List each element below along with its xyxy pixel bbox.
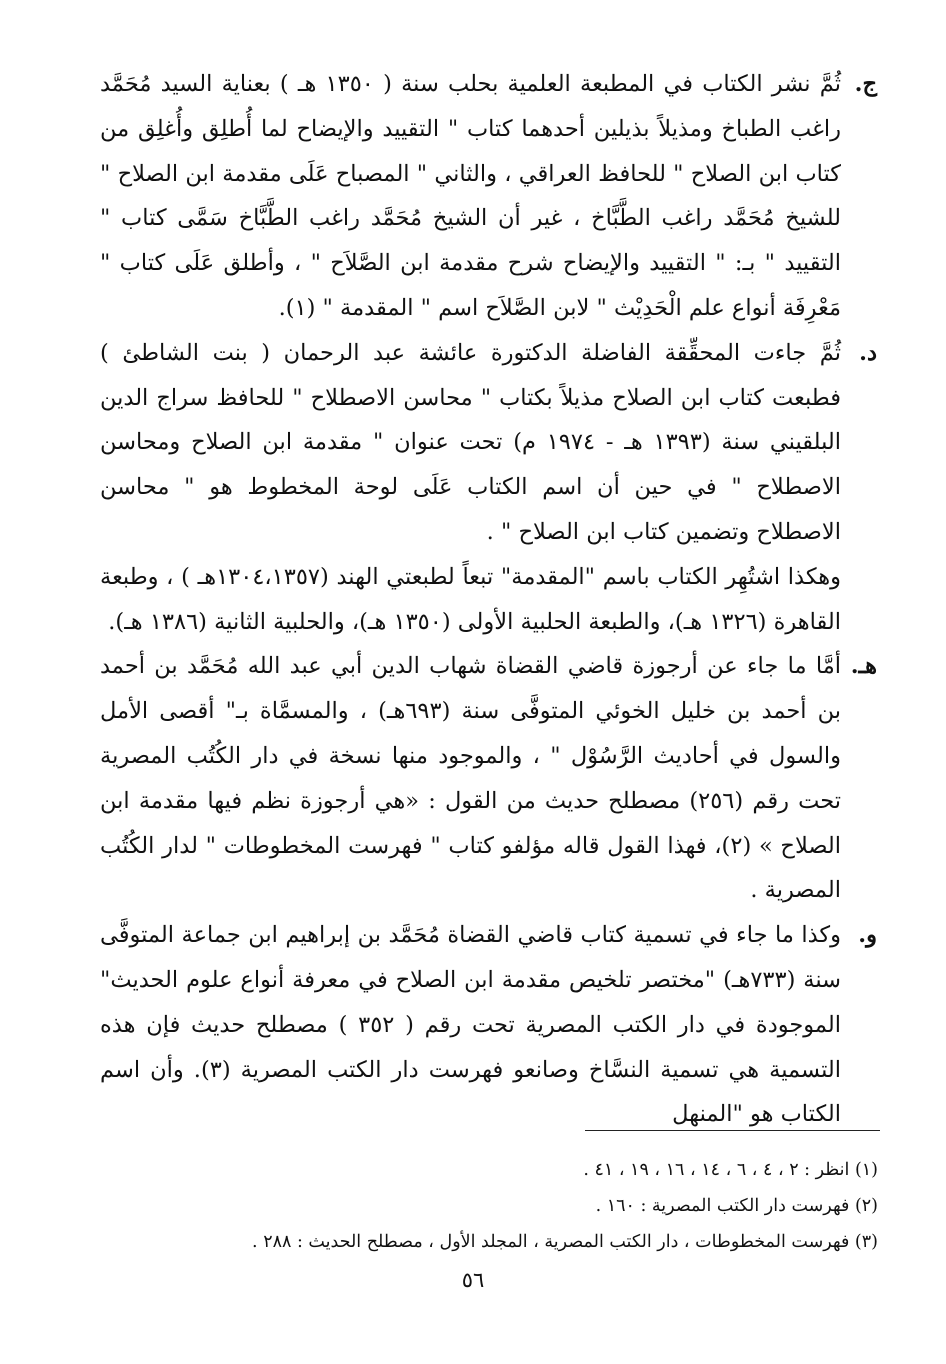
page-body [100, 62, 875, 1137]
paragraph-text: ثُمَّ نشر الكتاب في المطبعة العلمية بحلب سنة ( ١٣٥٠ هـ ) بعناية السيد مُحَمَّد راغب الطباخ ومذيلاً بذيلين أحدهما كتاب " التقييد والإيضاح لما أُطلِق وأُغلِق من كتاب ابن الصلاح " للحافظ العراقي ، والثاني " المصباح عَلَى مقدمة ابن الصلاح " للشيخ مُحَمَّد راغب الطَّبَّاخ ، غير أن الشيخ مُحَمَّد راغب الطَّبَّاخ سَمَّى كتاب " التقييد " بـ: " التقييد والإيضاح شرح مقدمة ابن الصَّلاَح " ، وأطلق عَلَى كتاب " مَعْرِفَة أنواع علم الْحَدِيْث " لابن الصَّلاَح اسم " المقدمة " (١). [100, 71, 841, 321]
footnote-3: (٣) فهرست المخطوطات ، دار الكتب المصرية ، المجلد الأول ، مصطلح الحديث : ٢٨٨ . [252, 1232, 878, 1252]
paragraph-text: وكذا ما جاء في تسمية كتاب قاضي القضاة مُحَمَّد بن إبراهيم ابن جماعة المتوفَّى سنة (٧٣٣هـ) "مختصر تلخيص مقدمة ابن الصلاح في معرفة أنواع علوم الحديث" الموجودة في دار الكتب المصرية تحت رقم ( ٣٥٢ ) مصطلح حديث فإن هذه التسمية هي تسمية النسَّاخ وصانعو فهرست دار الكتب المصرية (٣). وأن اسم الكتاب هو "المنهل [100, 922, 842, 1128]
paragraph-continuation [100, 555, 875, 645]
footnote-separator [585, 1130, 880, 1131]
paragraph-dal [100, 331, 875, 555]
paragraph-marker: ج. [854, 71, 877, 97]
paragraph-marker: هـ. [850, 653, 877, 680]
paragraph-waw [100, 913, 875, 1137]
paragraph-marker: و. [858, 922, 877, 949]
page-number: ٥٦ [461, 1268, 485, 1292]
footnotes [100, 1152, 878, 1260]
paragraph-text: أمَّا ما جاء عن أرجوزة قاضي القضاة شهاب الدين أبي عبد الله مُحَمَّد بن أحمد بن أحمد بن خليل الخوئي المتوفَّى سنة (٦٩٣هـ) ، والمسمَّاة بـ" أقصى الأمل والسول في أحاديث الرَّسُوْل " ، والموجود منها نسخة في دار الكُتُب المصرية تحت رقم (٢٥٦) مصطلح حديث من القول : «هي أرجوزة نظم فيها مقدمة ابن الصلاح » (٢)، فهذا القول قاله مؤلفو كتاب " فهرست المخطوطات " لدار الكُتُب المصرية . [100, 653, 842, 904]
paragraph-text: ثُمَّ جاءت المحقِّقة الفاضلة الدكتورة عائشة عبد الرحمان ( بنت الشاطئ ) فطبعت كتاب ابن الصلاح مذيلاً بكتاب " محاسن الاصطلاح " للحافظ سراج الدين البلقيني سنة (١٣٩٣ هـ - ١٩٧٤ م) تحت عنوان " مقدمة ابن الصلاح ومحاسن الاصطلاح " في حين أن اسم الكتاب عَلَى لوحة المخطوط هو " محاسن الاصطلاح وتضمين كتاب ابن الصلاح " . [100, 339, 841, 545]
footnote-1: (١) انظر : ٢ ، ٤ ، ٦ ، ١٤ ، ١٦ ، ١٩ ، ٤١ . [583, 1160, 878, 1180]
paragraph-jeem [100, 62, 875, 331]
paragraph-text: وهكذا اشتُهِر الكتاب باسم "المقدمة" تبعاً لطبعتي الهند (١٣٠٤،١٣٥٧هـ ) ، وطبعة القاهرة (١٣٢٦ هـ)، والطبعة الحلبية الأولى (١٣٥٠ هـ)، والحلبية الثانية (١٣٨٦ هـ). [100, 563, 841, 635]
paragraph-marker: د. [859, 339, 877, 366]
footnote-2: (٢) فهرست دار الكتب المصرية : ١٦٠ . [595, 1196, 878, 1216]
paragraph-ha [100, 644, 875, 913]
